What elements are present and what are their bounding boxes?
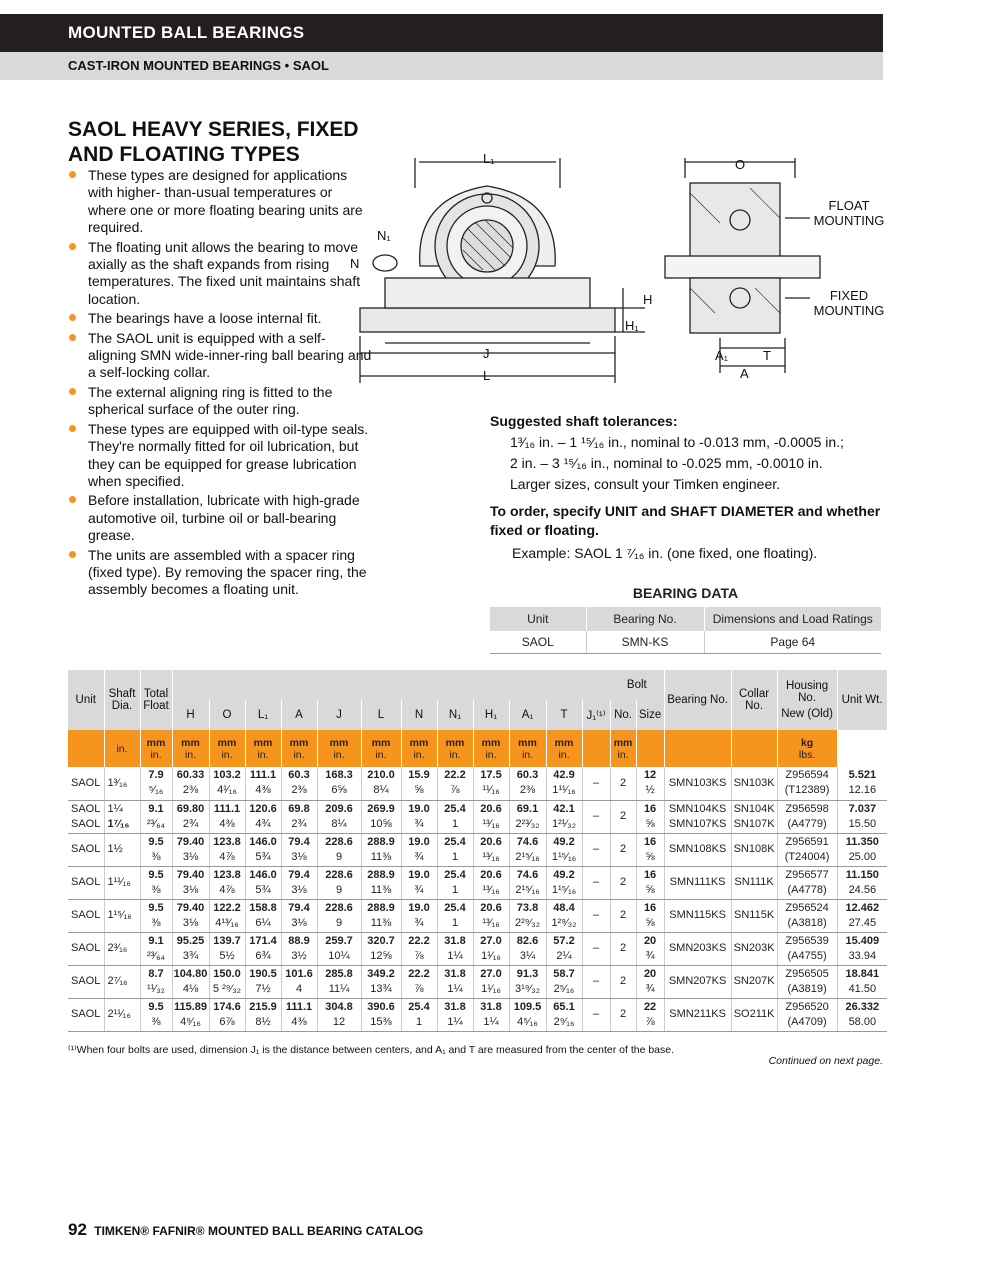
dim-header: J — [317, 700, 361, 730]
dim-cell: 25.4 1 — [437, 833, 473, 866]
dim-header: J₁⁽¹⁾ — [582, 700, 610, 730]
dim-cell: 31.8 1¼ — [473, 998, 509, 1031]
collar-cell: SO211K — [731, 998, 777, 1031]
j1-cell: – — [582, 899, 610, 932]
dim-cell: 228.6 9 — [317, 833, 361, 866]
unit-blank — [664, 730, 731, 767]
dim-cell: 174.6 6⅞ — [209, 998, 245, 1031]
dimensions-table: Unit Shaft Dia. Total Float Bolt Bearing No. Collar No. Housing No. New (Old) Unit Wt. H O L₁ A J L N N₁ H₁ A₁ T J₁⁽¹⁾ No. Size in. mm in. mm in. mm in. mm in. mm in. mm in. mm in. mm in. mm in. mm in. mm in. mm in. mm in. kg lbs. SAOL 1³⁄₁₆ 7.9 ⁵⁄₁₆ 60.33 2⅜ 103.2 4¹⁄₁₆ 111.1 4⅜ 60.3 2⅜ 168.3 6⅝ 210.0 8¼ 15.9 ⅝ 22.2 ⅞ 17.5 ¹¹⁄₁₆ 60.3 2⅜ 42.9 1¹¹⁄₁₆ – 2 12 ½ SMN103KS SN103K Z956594 (T12389) 5.521 12.16 SAOL SAOL 1¼ 1⁷⁄₁₆ 9.1 ²³⁄₆₄ 69.80 2¾ 111.1 4⅜ 120.6 4¾ 69.8 2¾ 209.6 8¼ 269.9 10⅝ 19.0 ¾ 25.4 1 20.6 ¹³⁄₁₆ 69.1 2²³⁄₃₂ 42.1 1²¹⁄₃₂ – 2 16 ⅝ SMN104KS SMN107KS SN104K SN107K Z956598 (A4779) 7.037 15.50 SAOL 1½ 9.5 ⅜ 79.40 3⅛ 123.8 4⅞ 146.0 5¾ 79.4 3⅛ 228.6 9 288.9 11⅜ 19.0 ¾ 25.4 1 20.6 ¹³⁄₁₆ 74.6 2¹⁵⁄₁₆ 49.2 1¹⁵⁄₁₆ – 2 16 ⅝ SMN108KS SN108K Z956591 (T24004) 11.350 25.00 SAOL 1¹¹⁄₁₆ 9.5 ⅜ 79.40 3⅛ 123.8 4⅞ 146.0 5¾ 79.4 3⅛ 228.6 9 288.9 11⅜ 19.0 ¾ 25.4 1 20.6 ¹³⁄₁₆ 74.6 2¹⁵⁄₁₆ 49.2 1¹⁵⁄₁₆ – 2 16 ⅝ SMN111KS SN111K Z956577 (A4778) 11.150 24.56 SAOL 1¹⁵⁄₁₆ 9.5 ⅜ 79.40 3⅛ 122.2 4¹³⁄₁₆ 158.8 6¼ 79.4 3⅛ 228.6 9 288.9 11⅜ 19.0 ¾ 25.4 1 20.6 ¹³⁄₁₆ 73.8 2²⁹⁄₃₂ 48.4 1²⁹⁄₃₂ – 2 16 ⅝ SMN115KS SN115K Z956524 (A3818) 12.462 27.45 SAOL 2³⁄₁₆ 9.1 ²³⁄₆₄ 95.25 3¾ 139.7 5½ 171.4 6¾ 88.9 3½ 259.7 10¼ 320.7 12⅝ 22.2 ⅞ 31.8 1¼ 27.0 1¹⁄₁₆ 82.6 3¼ 57.2 2¼ – 2 20 ¾ SMN203KS SN203K Z956539 (A4755) 15.409 33.94 SAOL 2⁷⁄₁₆ 8.7 ¹¹⁄₃₂ 104.80 4⅛ 150.0 5 ²⁹⁄₃₂ 190.5 7½ 101.6 4 285.8 11¼ 349.2 13¾ 22.2 ⅞ 31.8 1¼ 27.0 1¹⁄₁₆ 91.3 3¹⁹⁄₃₂ 58.7 2⁵⁄₁₆ – 2 20 ¾ SMN207KS SN207K Z956505 (A3819) 18.841 41.50 SAOL 2¹¹⁄₁₆ 9.5 ⅜ 115.89 4⁹⁄₁₆ 174.6 6⅞ 215.9 8½ 111.1 4⅜ 304.8 12 390.6 15⅜ 25.4 1 31.8 1¼ 31.8 1¼ 109.5 4⁵⁄₁₆ 65.1 2⁹⁄₁₆ – 2 22 ⅞ SMN211KS SO211K Z956520 (A4709) 26.332 58.00 — [68, 670, 888, 1032]
dim-cell: 190.5 7½ — [245, 965, 281, 998]
dim-cell: 288.9 11⅜ — [361, 866, 401, 899]
dim-cell: 288.9 11⅜ — [361, 899, 401, 932]
label-a1: A₁ — [715, 348, 729, 363]
shaft-cell: 1½ — [104, 833, 140, 866]
label-o: O — [735, 157, 746, 172]
dim-cell: 57.2 2¼ — [546, 932, 582, 965]
dim-cell: 42.1 1²¹⁄₃₂ — [546, 800, 582, 833]
housing-cell: Z956577 (A4778) — [777, 866, 837, 899]
dim-cell: 146.0 5¾ — [245, 866, 281, 899]
j1-cell: – — [582, 767, 610, 800]
dim-header: L — [361, 700, 401, 730]
dim-cell: 31.8 1¼ — [437, 998, 473, 1031]
dim-header: A₁ — [509, 700, 546, 730]
dim-cell: 19.0 ¾ — [401, 800, 437, 833]
unit-blank — [68, 730, 104, 767]
label-a: A — [740, 366, 749, 381]
dim-cell: 171.4 6¾ — [245, 932, 281, 965]
unit-mm-in: mm in. — [546, 730, 582, 767]
dim-cell: 168.3 6⅝ — [317, 767, 361, 800]
dim-cell: 74.6 2¹⁵⁄₁₆ — [509, 866, 546, 899]
dim-cell: 228.6 9 — [317, 866, 361, 899]
footnote: ⁽¹⁾When four bolts are used, dimension J₁ is the distance between centers, and A₁ and T are measured from the center of the base. — [68, 1044, 675, 1056]
dim-cell: 20.6 ¹³⁄₁₆ — [473, 899, 509, 932]
dim-cell: 349.2 13¾ — [361, 965, 401, 998]
dim-cell: 25.4 1 — [437, 800, 473, 833]
dim-cell: 103.2 4¹⁄₁₆ — [209, 767, 245, 800]
j1-cell: – — [582, 998, 610, 1031]
bearing-cell: SMN103KS — [664, 767, 731, 800]
housing-cell: Z956594 (T12389) — [777, 767, 837, 800]
dim-cell: 25.4 1 — [437, 866, 473, 899]
dim-cell: 74.6 2¹⁵⁄₁₆ — [509, 833, 546, 866]
collar-cell: SN108K — [731, 833, 777, 866]
dim-cell: 19.0 ¾ — [401, 899, 437, 932]
label-j: J — [483, 346, 490, 361]
bolt-no-cell: 2 — [610, 965, 636, 998]
label-n: N — [350, 256, 360, 271]
dim-cell: 215.9 8½ — [245, 998, 281, 1031]
unit-mm-in: mm in. — [317, 730, 361, 767]
collar-cell: SN115K — [731, 899, 777, 932]
shaft-cell: 1¹¹⁄₁₆ — [104, 866, 140, 899]
dim-cell: 120.6 4¾ — [245, 800, 281, 833]
j1-cell: – — [582, 932, 610, 965]
dim-cell: 15.9 ⅝ — [401, 767, 437, 800]
dim-cell: 20.6 ¹³⁄₁₆ — [473, 833, 509, 866]
dim-header: H₁ — [473, 700, 509, 730]
feature-item: The floating unit allows the bearing to move axially as the shaft expands from rising temperatures. The fixed unit maintains shaft location. — [68, 239, 373, 309]
label-t: T — [763, 348, 771, 363]
bearing-data-table: Unit Bearing No. Dimensions and Load Ratings SAOL SMN-KS Page 64 — [490, 607, 881, 654]
dim-cell: 210.0 8¼ — [361, 767, 401, 800]
dim-cell: 22.2 ⅞ — [401, 965, 437, 998]
dim-cell: 49.2 1¹⁵⁄₁₆ — [546, 833, 582, 866]
unit-mm-in: mm in. — [140, 730, 172, 767]
catalog-name: TIMKEN® FAFNIR® MOUNTED BALL BEARING CATALOG — [94, 1224, 424, 1238]
bolt-no-cell: 2 — [610, 899, 636, 932]
dim-cell: 88.9 3½ — [281, 932, 317, 965]
bearing-cell: SMN108KS — [664, 833, 731, 866]
subsection-title: CAST-IRON MOUNTED BEARINGS • SAOL — [68, 58, 329, 73]
dim-cell: 79.4 3⅛ — [281, 866, 317, 899]
dim-cell: 69.8 2¾ — [281, 800, 317, 833]
dim-cell: 79.40 3⅛ — [172, 866, 209, 899]
dim-cell: 150.0 5 ²⁹⁄₃₂ — [209, 965, 245, 998]
dim-cell: 111.1 4⅜ — [209, 800, 245, 833]
shaft-cell: 2³⁄₁₆ — [104, 932, 140, 965]
dim-cell: 304.8 12 — [317, 998, 361, 1031]
j1-cell: – — [582, 866, 610, 899]
dim-cell: 79.4 3⅛ — [281, 899, 317, 932]
bolt-no-cell: 2 — [610, 800, 636, 833]
table-row: SAOL 1½ 9.5 ⅜ 79.40 3⅛ 123.8 4⅞ 146.0 5¾ 79.4 3⅛ 228.6 9 288.9 11⅜ 19.0 ¾ 25.4 1 20.6 ¹³⁄₁₆ 74.6 2¹⁵⁄₁₆ 49.2 1¹⁵⁄₁₆ – 2 16 ⅝ SMN108KS SN108K Z956591 (T24004) 11.350 25.00 — [68, 833, 887, 866]
housing-cell: Z956539 (A4755) — [777, 932, 837, 965]
dim-cell: 82.6 3¼ — [509, 932, 546, 965]
dim-cell: 146.0 5¾ — [245, 833, 281, 866]
dim-header: T — [546, 700, 582, 730]
dim-cell: 320.7 12⅝ — [361, 932, 401, 965]
shaft-cell: 1¼ 1⁷⁄₁₆ — [104, 800, 140, 833]
housing-cell: Z956505 (A3819) — [777, 965, 837, 998]
unit-mm-in: mm in. — [172, 730, 209, 767]
feature-item: Before installation, lubricate with high-grade automotive oil, turbine oil or ball-bearing grease. — [68, 492, 373, 544]
unit-blank — [731, 730, 777, 767]
dim-cell: 104.80 4⅛ — [172, 965, 209, 998]
pillow-block-drawing — [345, 148, 890, 388]
feature-item: The SAOL unit is equipped with a self-aligning SMN wide-inner-ring ball bearing and a self-locking collar. — [68, 330, 373, 382]
dim-cell: 123.8 4⅞ — [209, 833, 245, 866]
dim-cell: 69.1 2²³⁄₃₂ — [509, 800, 546, 833]
unit-cell: SAOL — [68, 932, 104, 965]
bearing-cell: SMN203KS — [664, 932, 731, 965]
unit-mm-in: mm in. — [281, 730, 317, 767]
feature-item: The external aligning ring is fitted to the spherical surface of the outer ring. — [68, 384, 373, 419]
feature-item: The bearings have a loose internal fit. — [68, 310, 373, 327]
feature-list — [68, 167, 373, 601]
dim-cell: 48.4 1²⁹⁄₃₂ — [546, 899, 582, 932]
dim-cell: 27.0 1¹⁄₁₆ — [473, 965, 509, 998]
dim-cell: 158.8 6¼ — [245, 899, 281, 932]
dim-cell: 17.5 ¹¹⁄₁₆ — [473, 767, 509, 800]
unit-mm-in: mm in. — [245, 730, 281, 767]
dim-cell: 111.1 4⅜ — [245, 767, 281, 800]
unit-mm-in: mm in. — [473, 730, 509, 767]
table-row: SAOL SAOL 1¼ 1⁷⁄₁₆ 9.1 ²³⁄₆₄ 69.80 2¾ 111.1 4⅜ 120.6 4¾ 69.8 2¾ 209.6 8¼ 269.9 10⅝ 19.0 ¾ 25.4 1 20.6 ¹³⁄₁₆ 69.1 2²³⁄₃₂ 42.1 1²¹⁄₃₂ – 2 16 ⅝ SMN104KS SMN107KS SN104K SN107K Z956598 (A4779) 7.037 15.50 — [68, 800, 887, 833]
unit-kg-lbs: kg lbs. — [777, 730, 837, 767]
dim-cell: 390.6 15⅜ — [361, 998, 401, 1031]
bearing-diagram — [345, 148, 890, 388]
unit-cell: SAOL — [68, 965, 104, 998]
label-h1: H₁ — [625, 318, 639, 333]
dim-cell: 91.3 3¹⁹⁄₃₂ — [509, 965, 546, 998]
j1-cell: – — [582, 965, 610, 998]
bearing-cell: SMN111KS — [664, 866, 731, 899]
section-header — [0, 14, 883, 52]
unit-in: in. — [104, 730, 140, 767]
bolt-no-cell: 2 — [610, 932, 636, 965]
dim-cell: 209.6 8¼ — [317, 800, 361, 833]
dim-cell: 25.4 1 — [437, 899, 473, 932]
shaft-tolerances: Suggested shaft tolerances: 1³⁄₁₆ in. – 1 ¹⁵⁄₁₆ in., nominal to -0.013 mm, -0.0005 in.; 2 in. – 3 ¹⁵⁄₁₆ in., nominal to -0.025 mm, -0.0010 in. Larger sizes, consult your Timken engineer. — [490, 413, 844, 492]
shaft-cell: 2¹¹⁄₁₆ — [104, 998, 140, 1031]
unit-mm-in: mm in. — [209, 730, 245, 767]
shaft-cell: 1³⁄₁₆ — [104, 767, 140, 800]
dim-cell: 269.9 10⅝ — [361, 800, 401, 833]
table-row: SAOL 2¹¹⁄₁₆ 9.5 ⅜ 115.89 4⁹⁄₁₆ 174.6 6⅞ 215.9 8½ 111.1 4⅜ 304.8 12 390.6 15⅜ 25.4 1 31.8 1¼ 31.8 1¼ 109.5 4⁵⁄₁₆ 65.1 2⁹⁄₁₆ – 2 22 ⅞ SMN211KS SO211K Z956520 (A4709) 26.332 58.00 — [68, 998, 887, 1031]
housing-cell: Z956598 (A4779) — [777, 800, 837, 833]
unit-mm-in: mm in. — [437, 730, 473, 767]
label-h: H — [643, 292, 653, 307]
bearing-cell: SMN104KS SMN107KS — [664, 800, 731, 833]
dim-cell: 60.3 2⅜ — [509, 767, 546, 800]
dim-cell: 115.89 4⁹⁄₁₆ — [172, 998, 209, 1031]
j1-cell: – — [582, 833, 610, 866]
dim-cell: 25.4 1 — [401, 998, 437, 1031]
feature-item: The units are assembled with a spacer ring (fixed type). By removing the spacer ring, the assembly becomes a floating unit. — [68, 547, 373, 599]
unit-blank — [582, 730, 610, 767]
page-footer — [68, 1220, 423, 1240]
dim-cell: 22.2 ⅞ — [401, 932, 437, 965]
bearing-cell: SMN211KS — [664, 998, 731, 1031]
page-number: 92 — [68, 1220, 87, 1239]
shaft-cell: 1¹⁵⁄₁₆ — [104, 899, 140, 932]
dim-header: N₁ — [437, 700, 473, 730]
table-row: SAOL 1³⁄₁₆ 7.9 ⁵⁄₁₆ 60.33 2⅜ 103.2 4¹⁄₁₆ 111.1 4⅜ 60.3 2⅜ 168.3 6⅝ 210.0 8¼ 15.9 ⅝ 22.2 ⅞ 17.5 ¹¹⁄₁₆ 60.3 2⅜ 42.9 1¹¹⁄₁₆ – 2 12 ½ SMN103KS SN103K Z956594 (T12389) 5.521 12.16 — [68, 767, 887, 800]
dim-cell: 111.1 4⅜ — [281, 998, 317, 1031]
dim-header: H — [172, 700, 209, 730]
unit-cell: SAOL SAOL — [68, 800, 104, 833]
dim-cell: 31.8 1¼ — [437, 965, 473, 998]
unit-blank — [636, 730, 664, 767]
unit-cell: SAOL — [68, 866, 104, 899]
feature-item: These types are designed for applications with higher- than-usual temperatures or where one or more floating bearing units are required. — [68, 167, 373, 237]
label-l1: L₁ — [483, 151, 495, 166]
dim-cell: 228.6 9 — [317, 899, 361, 932]
dim-cell: 259.7 10¼ — [317, 932, 361, 965]
dim-cell: 79.40 3⅛ — [172, 833, 209, 866]
dim-cell: 122.2 4¹³⁄₁₆ — [209, 899, 245, 932]
unit-cell: SAOL — [68, 833, 104, 866]
dim-cell: 285.8 11¼ — [317, 965, 361, 998]
table-row: SAOL 2³⁄₁₆ 9.1 ²³⁄₆₄ 95.25 3¾ 139.7 5½ 171.4 6¾ 88.9 3½ 259.7 10¼ 320.7 12⅝ 22.2 ⅞ 31.8 1¼ 27.0 1¹⁄₁₆ 82.6 3¼ 57.2 2¼ – 2 20 ¾ SMN203KS SN203K Z956539 (A4755) 15.409 33.94 — [68, 932, 887, 965]
dim-cell: 22.2 ⅞ — [437, 767, 473, 800]
collar-cell: SN111K — [731, 866, 777, 899]
housing-cell: Z956524 (A3818) — [777, 899, 837, 932]
collar-cell: SN207K — [731, 965, 777, 998]
dim-header: A — [281, 700, 317, 730]
feature-item: These types are equipped with oil-type seals. They're normally fitted for oil lubrication, but they can be equipped for grease lubrication when specified. — [68, 421, 373, 491]
label-l: L — [483, 368, 491, 383]
label-fixed-mounting: FIXED MOUNTING — [813, 288, 885, 318]
table-row: SAOL 2⁷⁄₁₆ 8.7 ¹¹⁄₃₂ 104.80 4⅛ 150.0 5 ²⁹⁄₃₂ 190.5 7½ 101.6 4 285.8 11¼ 349.2 13¾ 22.2 ⅞ 31.8 1¼ 27.0 1¹⁄₁₆ 91.3 3¹⁹⁄₃₂ 58.7 2⁵⁄₁₆ – 2 20 ¾ SMN207KS SN207K Z956505 (A3819) 18.841 41.50 — [68, 965, 887, 998]
dim-cell: 19.0 ¾ — [401, 833, 437, 866]
dim-cell: 65.1 2⁹⁄₁₆ — [546, 998, 582, 1031]
continued-note: Continued on next page. — [768, 1055, 883, 1067]
table-row: SAOL 1¹⁵⁄₁₆ 9.5 ⅜ 79.40 3⅛ 122.2 4¹³⁄₁₆ 158.8 6¼ 79.4 3⅛ 228.6 9 288.9 11⅜ 19.0 ¾ 25.4 1 20.6 ¹³⁄₁₆ 73.8 2²⁹⁄₃₂ 48.4 1²⁹⁄₃₂ – 2 16 ⅝ SMN115KS SN115K Z956524 (A3818) 12.462 27.45 — [68, 899, 887, 932]
bearing-cell: SMN207KS — [664, 965, 731, 998]
dim-cell: 95.25 3¾ — [172, 932, 209, 965]
section-title: MOUNTED BALL BEARINGS — [68, 23, 305, 42]
unit-mm-in: mm in. — [401, 730, 437, 767]
unit-cell: SAOL — [68, 899, 104, 932]
collar-cell: SN104K SN107K — [731, 800, 777, 833]
unit-mm-in: mm in. — [509, 730, 546, 767]
dim-cell: 69.80 2¾ — [172, 800, 209, 833]
dim-cell: 139.7 5½ — [209, 932, 245, 965]
housing-cell: Z956591 (T24004) — [777, 833, 837, 866]
dim-cell: 60.33 2⅜ — [172, 767, 209, 800]
subsection-header — [0, 52, 883, 80]
dim-cell: 27.0 1¹⁄₁₆ — [473, 932, 509, 965]
label-float-mounting: FLOAT MOUNTING — [813, 198, 885, 228]
dim-cell: 49.2 1¹⁵⁄₁₆ — [546, 866, 582, 899]
shaft-cell: 2⁷⁄₁₆ — [104, 965, 140, 998]
dim-cell: 42.9 1¹¹⁄₁₆ — [546, 767, 582, 800]
dim-cell: 20.6 ¹³⁄₁₆ — [473, 866, 509, 899]
dim-cell: 288.9 11⅜ — [361, 833, 401, 866]
dim-cell: 123.8 4⅞ — [209, 866, 245, 899]
dim-cell: 79.40 3⅛ — [172, 899, 209, 932]
dim-cell: 109.5 4⁵⁄₁₆ — [509, 998, 546, 1031]
dim-header: L₁ — [245, 700, 281, 730]
dim-cell: 31.8 1¼ — [437, 932, 473, 965]
housing-cell: Z956520 (A4709) — [777, 998, 837, 1031]
table-row: SAOL 1¹¹⁄₁₆ 9.5 ⅜ 79.40 3⅛ 123.8 4⅞ 146.0 5¾ 79.4 3⅛ 228.6 9 288.9 11⅜ 19.0 ¾ 25.4 1 20.6 ¹³⁄₁₆ 74.6 2¹⁵⁄₁₆ 49.2 1¹⁵⁄₁₆ – 2 16 ⅝ SMN111KS SN111K Z956577 (A4778) 11.150 24.56 — [68, 866, 887, 899]
bolt-no-cell: 2 — [610, 998, 636, 1031]
order-info: To order, specify UNIT and SHAFT DIAMETER and whether fixed or floating. Example: SAOL 1 ⁷⁄₁₆ in. (one fixed, one floating). — [490, 503, 881, 561]
bolt-no-cell: 2 — [610, 866, 636, 899]
unit-cell: SAOL — [68, 767, 104, 800]
unit-mm-in: mm in. — [361, 730, 401, 767]
unit-cell: SAOL — [68, 998, 104, 1031]
label-n1: N₁ — [377, 228, 391, 243]
page-title: SAOL HEAVY SERIES, FIXED AND FLOATING TYPES — [68, 118, 359, 166]
collar-cell: SN103K — [731, 767, 777, 800]
dim-cell: 79.4 3⅛ — [281, 833, 317, 866]
dim-cell: 101.6 4 — [281, 965, 317, 998]
collar-cell: SN203K — [731, 932, 777, 965]
dim-header: N — [401, 700, 437, 730]
dim-cell: 58.7 2⁵⁄₁₆ — [546, 965, 582, 998]
bolt-no-cell: 2 — [610, 767, 636, 800]
bearing-data-title: BEARING DATA — [632, 585, 739, 601]
j1-cell: – — [582, 800, 610, 833]
bolt-no-cell: 2 — [610, 833, 636, 866]
dim-header: O — [209, 700, 245, 730]
unit-mm-in: mm in. — [610, 730, 636, 767]
dim-cell: 19.0 ¾ — [401, 866, 437, 899]
dim-cell: 20.6 ¹³⁄₁₆ — [473, 800, 509, 833]
dim-cell: 73.8 2²⁹⁄₃₂ — [509, 899, 546, 932]
bearing-cell: SMN115KS — [664, 899, 731, 932]
dim-cell: 60.3 2⅜ — [281, 767, 317, 800]
